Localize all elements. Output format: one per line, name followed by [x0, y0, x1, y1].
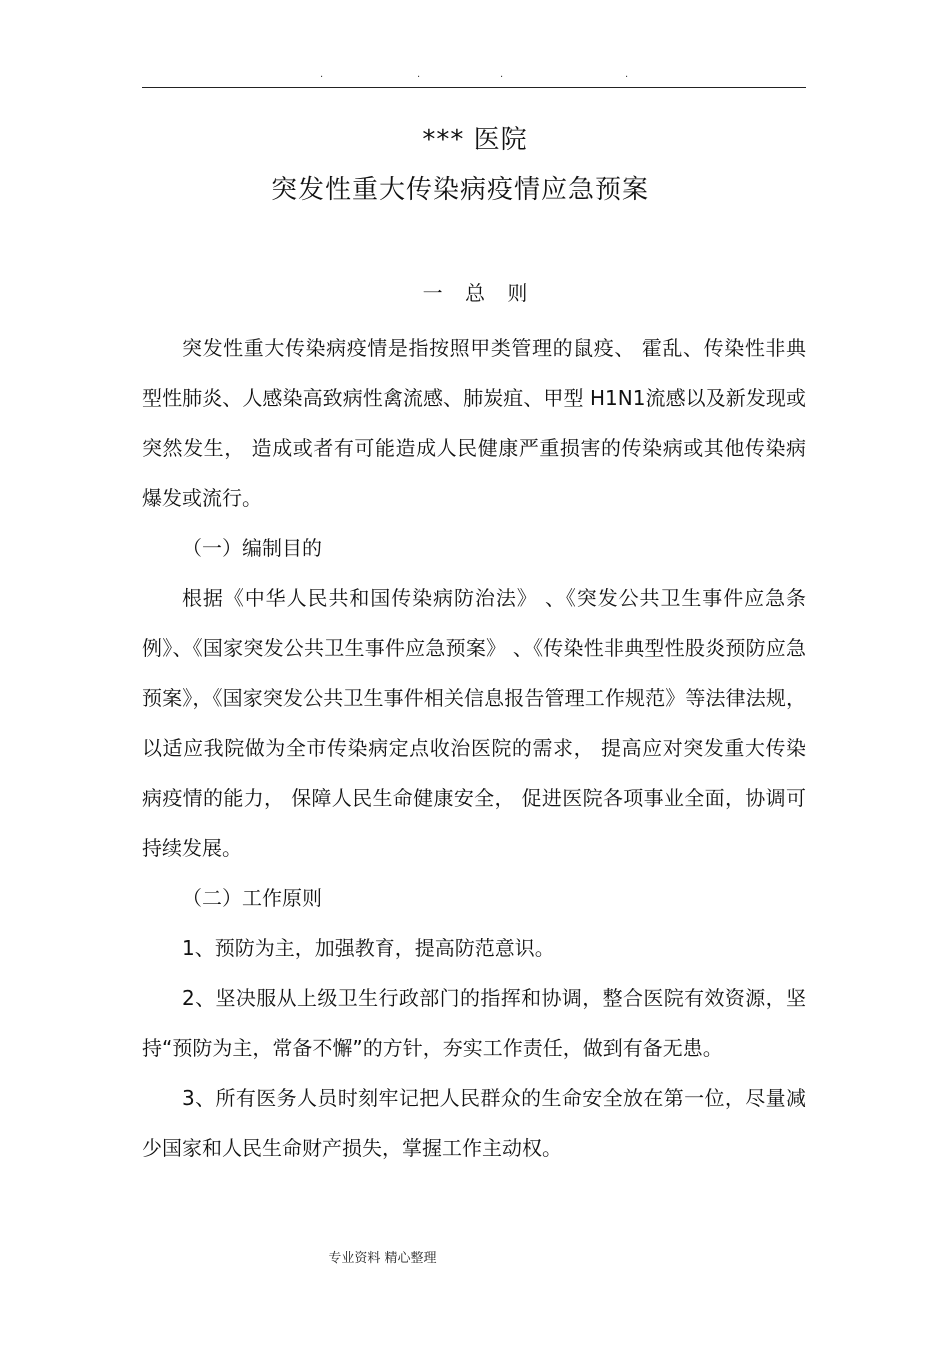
header-dot: .	[417, 69, 421, 80]
principle-item-2: 2、坚决服从上级卫生行政部门的指挥和协调，整合医院有效资源，坚持“预防为主，常备不懈”的方针，夯实工作责任，做到有备无患。	[142, 986, 806, 1060]
page-footer: 专业资料 精心整理	[328, 1251, 437, 1266]
document-title: 突发性重大传染病疫情应急预案	[270, 175, 649, 205]
principle-item-3: 3、所有医务人员时刻牢记把人民群众的生命安全放在第一位，尽量减少国家和人民生命财产损失，掌握工作主动权。	[142, 1086, 806, 1160]
header-dots	[142, 70, 806, 84]
section-heading: 一 总 则	[422, 281, 528, 305]
header-dot: .	[320, 69, 324, 80]
document-title-hospital: *** 医院	[422, 125, 528, 155]
subheading-purpose: （一）编制目的	[182, 536, 322, 560]
principle-item-1: 1、预防为主，加强教育，提高防范意识。	[182, 936, 555, 960]
paragraph-purpose: 根据《中华人民共和国传染病防治法》 、《突发公共卫生事件应急条例》、《国家突发公共卫生事件应急预案》 、《传染性非典型性股炎预防应急预案》，《国家突发公共卫生事件相关信息报告管理工作规范》等法律法规， 以适应我院做为全市传染病定点收治医院的需求， 提高应对突发重大传染病疫情的能力， 保障人民生命健康安全， 促进医院各项事业全面，协调可持续发展。	[142, 586, 806, 860]
header-rule	[142, 87, 806, 88]
header-dot: .	[625, 69, 629, 80]
paragraph-definition: 突发性重大传染病疫情是指按照甲类管理的鼠疫、 霍乱、传染性非典型性肺炎、人感染高致病性禽流感、肺炭疽、甲型 H1N1流感以及新发现或突然发生， 造成或者有可能造成人民健康严重损害的传染病或其他传染病爆发或流行。	[142, 336, 806, 510]
subheading-principles: （二）工作原则	[182, 886, 322, 910]
body-text	[142, 323, 806, 1173]
header-dot: .	[500, 69, 504, 80]
